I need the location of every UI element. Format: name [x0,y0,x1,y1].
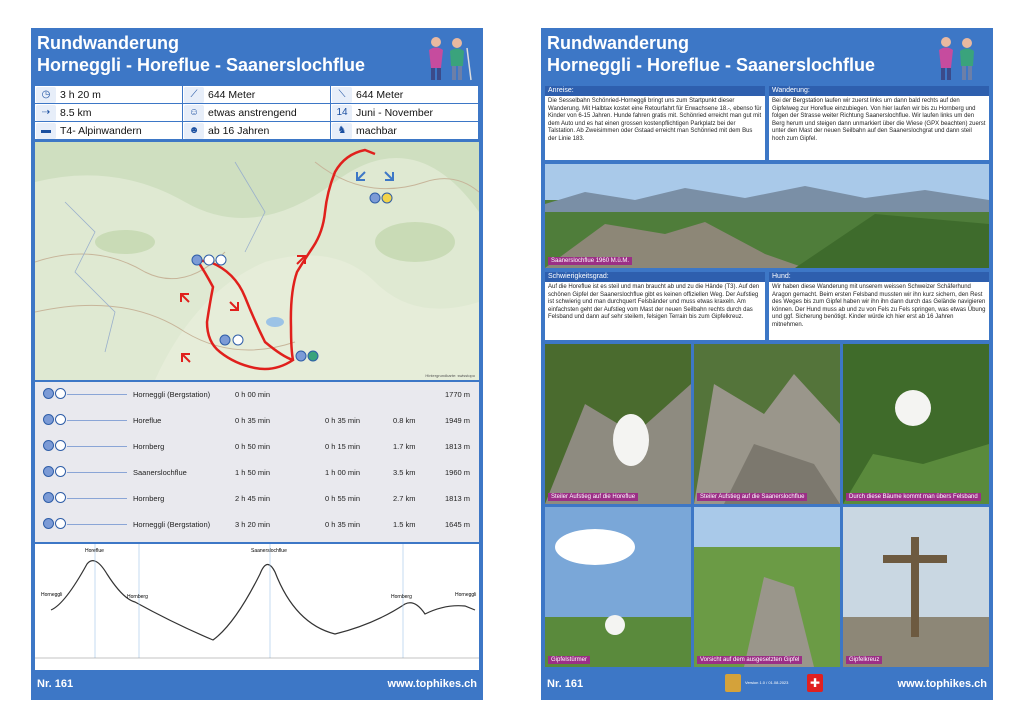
ascent-icon: ⟋ [184,87,204,103]
waypoint-row: Horneggli (Bergstation) 0 h 00 min 1770 m [35,384,479,404]
waypoint-row: Horneggli (Bergstation) 3 h 20 min 0 h 35 min 1.5 km 1645 m [35,514,479,534]
fact-season: 14 Juni - November [331,104,478,121]
hund-box: Hund: Wir haben diese Wanderung mit unserem weissen Schweizer Schäferhund Aragon gemacht. Beim ersten Felsband mussten wir ihn kurz sichern, den Rest des Weges bis zum Gipfel haben wir ihn ihn dann durch das Gelände navigieren können. Der Hund muss ab und zu von Fels zu Fels springen, was etwas Übung und ggf. Sicherung benötigt. Kinder würde ich hier erst ab 16 Jahren mitnehmen. [769,272,989,340]
photo-caption: Gipfelstürmer [548,656,590,664]
fact-age: ☻ ab 16 Jahren [183,122,330,139]
child-icon: ☻ [184,123,204,139]
profile-label: Saanerslochflue [251,548,287,554]
profile-label: Horneggli [455,592,477,598]
panorama-photo [545,164,989,268]
hikers-logo-icon [419,34,475,82]
waypoint-table [35,382,479,542]
gallery-photo-1 [545,344,691,504]
descent-icon: ⟍ [332,87,352,103]
fact-dog: ♞ machbar [331,122,478,139]
route-map[interactable] [35,142,479,380]
left-footer: Nr. 161 www.tophikes.ch [37,678,477,690]
clock-icon: ◷ [36,87,56,103]
waypoint-row: Saanerslochflue 1 h 50 min 1 h 00 min 3.5 km 1960 m [35,462,479,482]
website-link[interactable]: www.tophikes.ch [897,678,987,690]
left-title: Rundwanderung Horneggli - Horeflue - Saanerslochflue [37,33,366,75]
swiss-flag-icon: ✚ [807,674,823,692]
waypoint-number-icon [43,518,54,529]
cablecar-icon [55,518,66,529]
waypoint-number-icon [43,466,54,477]
map-credit: Hintergrundkarte: swisstopo [425,373,475,378]
crossroad-icon [55,492,66,503]
photo-caption: Gipfelkreuz [846,656,882,664]
distance-icon: ⇢ [36,105,56,121]
facts-grid [35,86,479,140]
waypoint-number-icon [43,492,54,503]
crossroad-icon [55,440,66,451]
fact-difficulty: ☺ etwas anstrengend [183,104,330,121]
waypoint-number-icon [43,414,54,425]
profile-label: Horeflue [85,548,104,554]
wanderung-box: Wanderung: Bei der Bergstation laufen wir zuerst links um dann bald rechts auf den Gipfelweg zur Horeflue einzubiegen. Von hier laufen wir bis zu Hornberg und folgen der Strasse weiter Richtung Saanerslochflue. Wir laufen links um den Berg herum und steigen dann unmarkiert über die Wiese (GPX beachten) zuerst unter den Mast der neuen Seilbahn auf den Saanerslochgrat und dann steil hoch zum Gipfel. [769,86,989,160]
trail-mark-icon: ▬ [36,123,56,139]
right-page [541,28,993,700]
gallery-photo-3 [843,344,989,504]
photo-caption: Steiler Aufstieg auf die Saanerslochflue [697,493,807,501]
profile-label: Hornberg [391,594,412,600]
gallery-photo-5 [694,507,840,667]
fact-ascent: ⟋ 644 Meter [183,86,330,103]
difficulty-icon: ☺ [184,105,204,121]
dog-icon: ♞ [332,123,352,139]
calendar-icon: 14 [332,105,352,121]
profile-label: Horneggli [41,592,63,598]
photo-caption: Saanerslochflue 1960 M.ü.M. [548,257,632,265]
waypoint-row: Horeflue 0 h 35 min 0 h 35 min 0.8 km 1949 m [35,410,479,430]
left-page [31,28,483,700]
gallery-photo-6 [843,507,989,667]
waypoint-row: Hornberg 2 h 45 min 0 h 55 min 2.7 km 1813 m [35,488,479,508]
version-text: Version 1.0 / 01.08.2023 [745,680,789,685]
route-map-svg [35,142,479,380]
summit-icon [55,466,66,477]
photo-caption: Durch diese Bäume kommt man übers Felsband [846,493,981,501]
photo-caption: Vorsicht auf dem ausgesetzten Gipfel [697,656,802,664]
right-title: Rundwanderung Horneggli - Horeflue - Saanerslochflue [547,33,876,75]
anreise-box: Anreise: Die Sesselbahn Schönried-Horneggli bringt uns zum Startpunkt dieser Wanderung. Mit Halbtax kostet eine Retourfahrt für Erwachsene 18.-, ebenso für Kinder von 6-15 Jahren. Hunde fahren gratis mit. Schönried erreicht man gut mit dem Auto und es hat einen grossen kostenpflichtigen Parkplatz bei der Talstation. Ab Zweisimmen oder Gstaad erreicht man Schönried mit dem Bus der Linie 183. [545,86,765,160]
right-footer: Nr. 161 www.tophikes.ch [547,678,987,690]
fact-distance: ⇢ 8.5 km [35,104,182,121]
schwierigkeit-box: Schwierigkeitsgrad: Auf die Horeflue ist es steil und man braucht ab und zu die Hände (T3). Auf den schönen Gipfel der Saanerslochflue gibt es keinen offiziellen Weg. Der Aufstieg ist schwierig und man durchquert Felsbänder und muss etwas kraxeln. Am einfachsten geht der Aufstieg vom Mast der neuen Seilbahn rechts durch das Felsband und dann auf sehr steilem, felsigen Terrain bis zum Gipfelkreuz. [545,272,765,340]
photo-caption: Steiler Aufstieg auf die Horeflue [548,493,638,501]
waypoint-row: Hornberg 0 h 50 min 0 h 15 min 1.7 km 1813 m [35,436,479,456]
waypoint-number-icon [43,388,54,399]
summit-icon [55,414,66,425]
website-link[interactable]: www.tophikes.ch [387,678,477,690]
profile-label: Hornberg [127,594,148,600]
cablecar-icon [55,388,66,399]
waypoint-number-icon [43,440,54,451]
fact-trail-grade: ▬ T4- Alpinwandern [35,122,182,139]
gallery-photo-4 [545,507,691,667]
elevation-profile-svg [35,544,479,670]
hikers-logo-icon [929,34,985,82]
elevation-profile [35,544,479,670]
gallery-photo-2 [694,344,840,504]
fact-duration: ◷ 3 h 20 m [35,86,182,103]
fact-descent: ⟍ 644 Meter [331,86,478,103]
